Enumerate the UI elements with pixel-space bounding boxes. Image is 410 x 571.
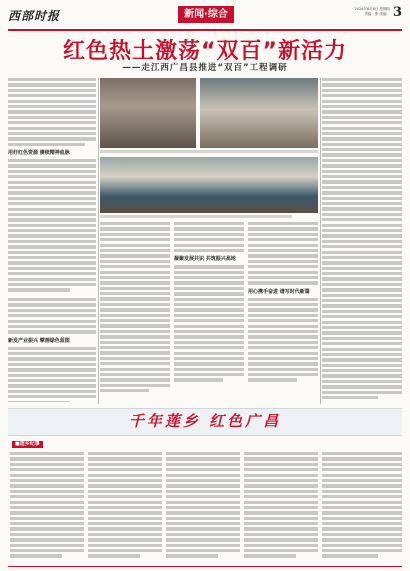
- article-headline: 红色热土激荡“双百”新活力: [63, 39, 347, 64]
- body-text: [8, 347, 96, 402]
- lower-article: [100, 350, 402, 404]
- feature-title: 千年莲乡 红色广昌: [128, 412, 282, 430]
- article-subheadline: ——走江西广昌县推进“双百”工程调研: [122, 63, 288, 73]
- body-text: [248, 222, 318, 285]
- photo-group: [100, 157, 318, 213]
- photo-officials-visit: [100, 78, 196, 148]
- issue-info: [320, 7, 390, 17]
- newspaper-logo: 西部时报: [8, 9, 61, 23]
- issue-date: 2024年8月8日 星期四: [354, 7, 390, 11]
- body-text: [88, 452, 162, 558]
- feature-tag: ■莲乡纪事: [12, 441, 43, 448]
- body-text: [10, 452, 84, 558]
- body-text: [8, 159, 96, 292]
- page-number: 3: [392, 5, 402, 20]
- issue-editors: 责编：张·美编：: [364, 12, 390, 16]
- masthead: [8, 6, 402, 28]
- bottom-column-4: [244, 452, 318, 564]
- body-text: [174, 222, 244, 252]
- section-subtitle: 新发产业振兴 擘画绿色蓝图: [8, 337, 70, 344]
- photo-discussion: [200, 78, 318, 148]
- body-text: [8, 298, 96, 334]
- body-text: [322, 452, 402, 558]
- section-subtitle: 凝聚发展共识 共筑振兴高地: [174, 256, 236, 263]
- photo-caption: [100, 215, 318, 220]
- bottom-column-2: [88, 452, 162, 564]
- body-text: [244, 452, 318, 558]
- bottom-column-3: [166, 452, 240, 564]
- body-text: [8, 78, 96, 146]
- body-text: [166, 452, 240, 558]
- photo-caption: [100, 150, 318, 155]
- section-banner: 新闻·综合: [178, 6, 234, 23]
- section-subtitle: 用心携手奋进 谱写时代新篇: [248, 288, 310, 295]
- bottom-column-1: [10, 452, 84, 564]
- bottom-rule: [8, 566, 402, 567]
- text-column-1b: [8, 298, 96, 402]
- text-column-1: [8, 78, 96, 300]
- section-subtitle: 用好红色资源 赓续精神血脉: [8, 149, 70, 156]
- bottom-column-5: [322, 452, 402, 564]
- column-divider: [98, 78, 99, 404]
- masthead-rule: [8, 29, 402, 31]
